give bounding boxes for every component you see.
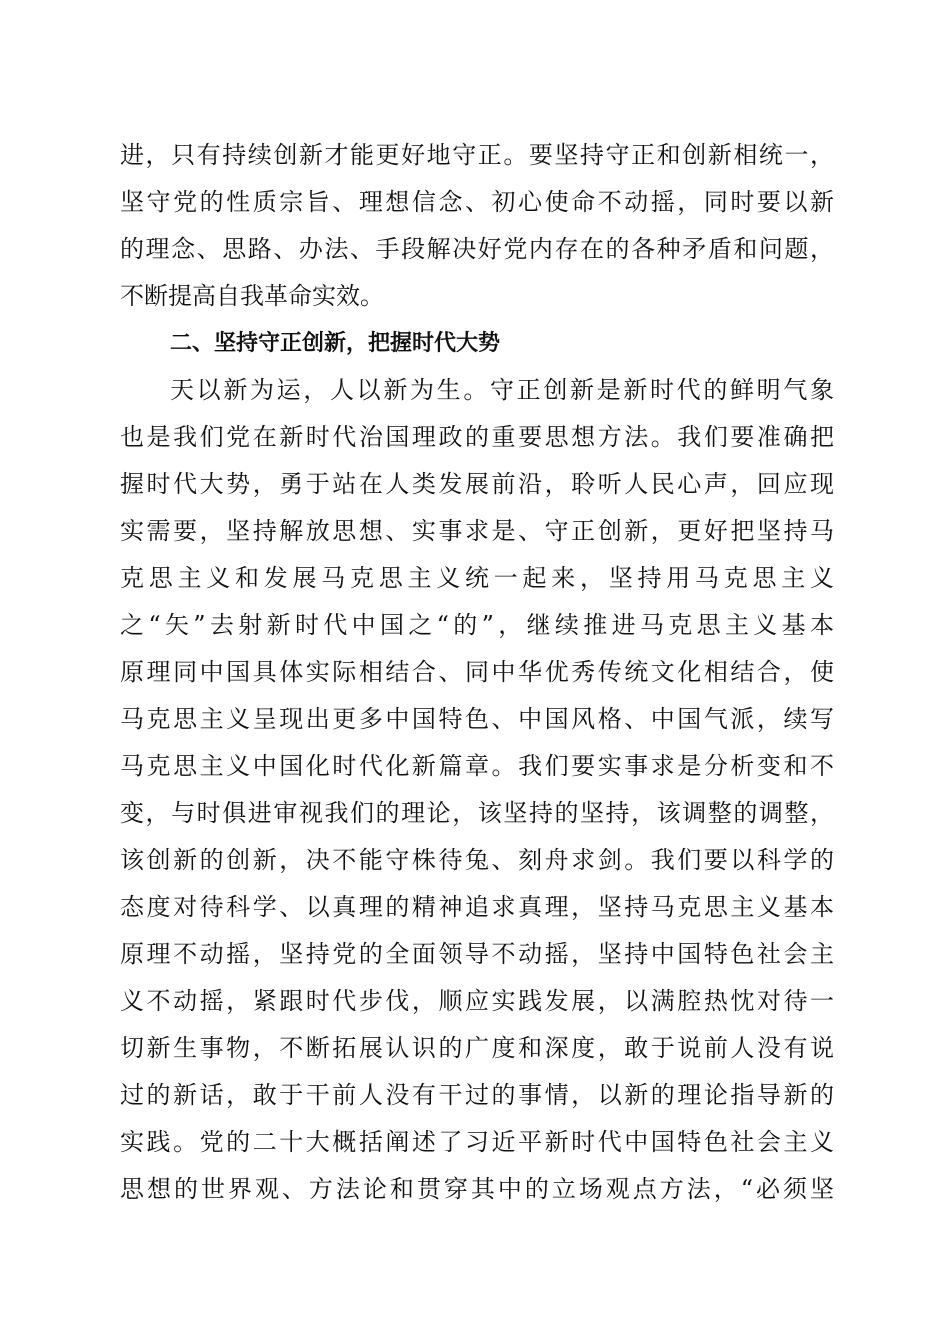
paragraph-line: 进，只有持续创新才能更好地守正。要坚持守正和创新相统一， <box>120 141 834 169</box>
paragraph-line: 天以新为运，人以新为生。守正创新是新时代的鲜明气象 <box>170 376 834 404</box>
paragraph-line: 克思主义和发展马克思主义统一起来，坚持用马克思主义 <box>120 564 834 592</box>
document-body <box>120 132 834 1213</box>
paragraph-line: 过的新话，敢于干前人没有干过的事情，以新的理论指导新的 <box>120 1081 834 1109</box>
paragraph-line: 实践。党的二十大概括阐述了习近平新时代中国特色社会主义 <box>120 1128 834 1156</box>
paragraph-line: 也是我们党在新时代治国理政的重要思想方法。我们要准确把 <box>120 423 834 451</box>
section-heading: 二、坚持守正创新，把握时代大势 <box>170 331 501 356</box>
paragraph-line: 变，与时俱进审视我们的理论，该坚持的坚持，该调整的调整， <box>120 799 834 827</box>
paragraph-line: 握时代大势，勇于站在人类发展前沿，聆听人民心声，回应现 <box>120 470 834 498</box>
paragraph-line: 义不动摇，紧跟时代步伐，顺应实践发展，以满腔热忱对待一 <box>120 987 834 1015</box>
paragraph-line: 实需要，坚持解放思想、实事求是、守正创新，更好把坚持马 <box>120 517 834 545</box>
paragraph-line: 马克思主义呈现出更多中国特色、中国风格、中国气派，续写 <box>120 705 834 733</box>
paragraph-line: 原理同中国具体实际相结合、同中华优秀传统文化相结合，使 <box>120 658 834 686</box>
paragraph-line: 原理不动摇，坚持党的全面领导不动摇，坚持中国特色社会主 <box>120 940 834 968</box>
paragraph-line: 坚守党的性质宗旨、理想信念、初心使命不动摇，同时要以新 <box>120 188 834 216</box>
paragraph-line: 思想的世界观、方法论和贯穿其中的立场观点方法，“必须坚 <box>120 1175 834 1203</box>
paragraph-1 <box>120 132 834 320</box>
paragraph-line: 该创新的创新，决不能守株待兔、刻舟求剑。我们要以科学的 <box>120 846 834 874</box>
paragraph-line: 的理念、思路、办法、手段解决好党内存在的各种矛盾和问题， <box>120 235 834 263</box>
paragraph-line: 马克思主义中国化时代化新篇章。我们要实事求是分析变和不 <box>120 752 834 780</box>
paragraph-2 <box>120 367 834 1213</box>
paragraph-line: 态度对待科学、以真理的精神追求真理，坚持马克思主义基本 <box>120 893 834 921</box>
paragraph-line: 切新生事物，不断拓展认识的广度和深度，敢于说前人没有说 <box>120 1034 834 1062</box>
paragraph-line: 之“矢”去射新时代中国之“的”，继续推进马克思主义基本 <box>120 611 834 639</box>
paragraph-line: 不断提高自我革命实效。 <box>120 282 384 310</box>
